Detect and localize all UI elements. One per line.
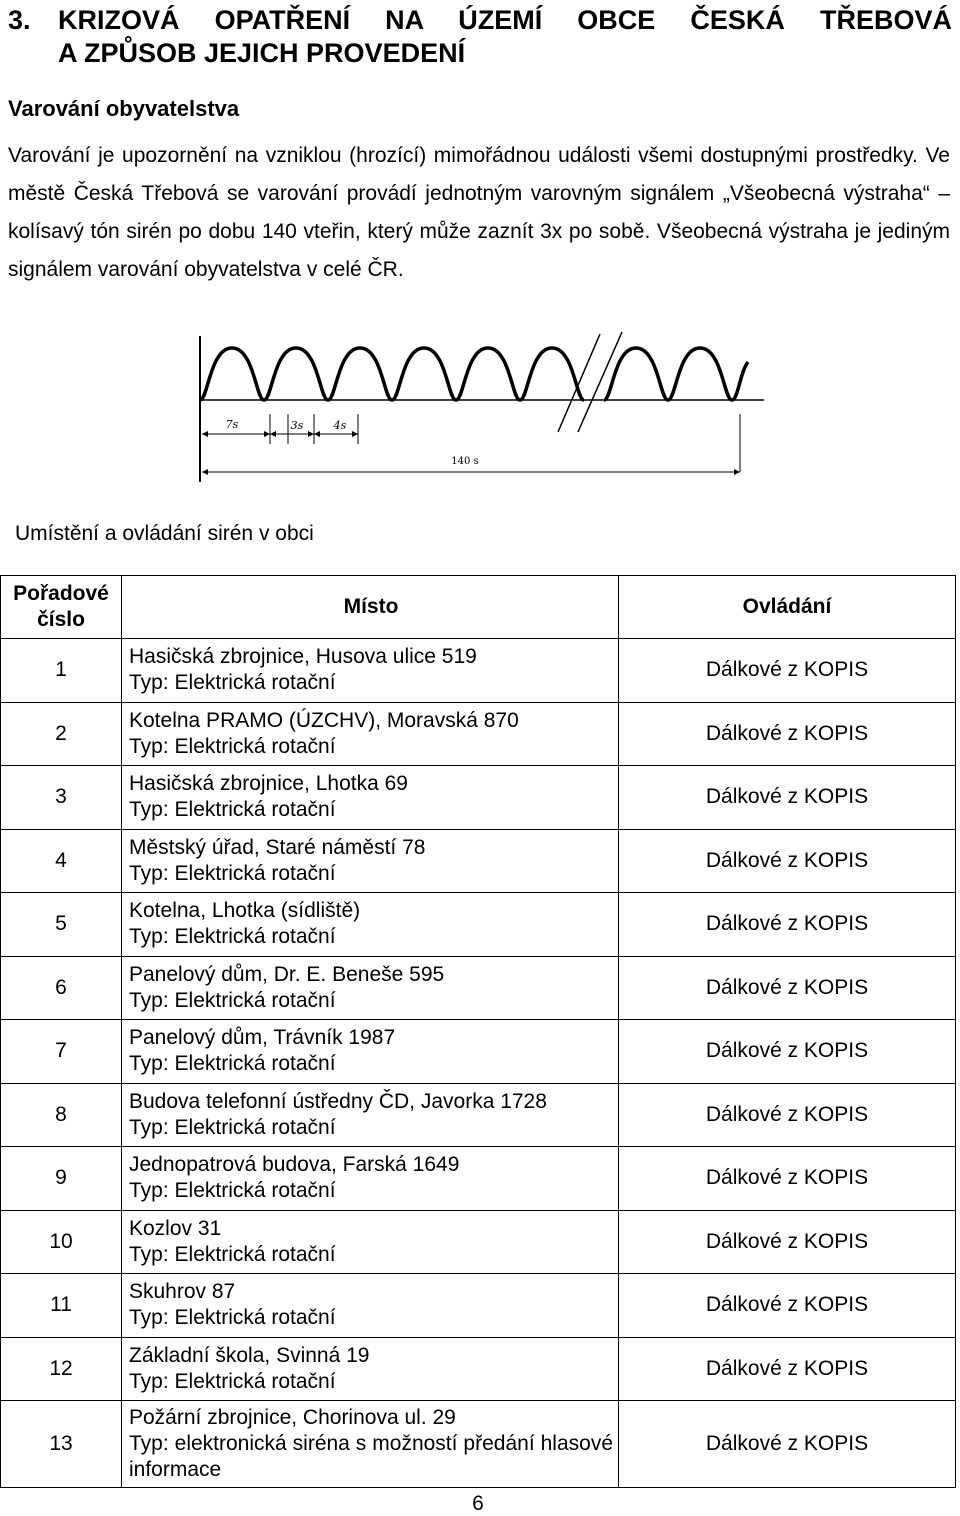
break-mark-1	[558, 334, 600, 432]
site-name: Kozlov 31	[129, 1216, 222, 1240]
table-row	[1, 1210, 956, 1274]
site-type: Typ: Elektrická rotační	[129, 1179, 336, 1203]
row-control: Dálkové z KOPIS	[619, 1083, 956, 1147]
row-place	[122, 893, 619, 957]
table-row	[1, 1274, 956, 1338]
row-number: 6	[1, 956, 122, 1020]
table-row	[1, 766, 956, 830]
row-control: Dálkové z KOPIS	[619, 702, 956, 766]
table-row	[1, 1020, 956, 1084]
row-control: Dálkové z KOPIS	[619, 829, 956, 893]
site-name: Kotelna, Lhotka (sídliště)	[129, 899, 361, 923]
section-title: Varování obyvatelstva	[8, 96, 240, 121]
row-place	[122, 1083, 619, 1147]
intro-paragraph: Varování je upozornění na vzniklou (hrozící) mimořádnou události všemi dostupnými prostředky. Ve městě Česká Třebová se varování provádí jednotným varovným signálem „Všeobecná výstraha“ – kolísavý tón sirén po dobu 140 vteřin, který může zaznít 3x po sobě. Všeobecná výstraha je jediným signálem varování obyvatelstva v celé ČR.	[8, 144, 950, 281]
site-type: Typ: Elektrická rotační	[129, 1242, 336, 1266]
site-name: Požární zbrojnice, Chorinova ul. 29	[129, 1406, 456, 1429]
table-row	[1, 1147, 956, 1211]
site-name: Panelový dům, Trávník 1987	[129, 1026, 396, 1050]
row-control: Dálkové z KOPIS	[619, 1147, 956, 1211]
chapter-title-line1: KRIZOVÁ OPATŘENÍ NA ÚZEMÍ OBCE ČESKÁ TŘEBOVÁ	[58, 5, 952, 35]
break-mark-2	[578, 332, 622, 432]
label-7s: 7s	[225, 418, 239, 431]
label-4s: 4s	[333, 419, 347, 432]
site-name: Hasičská zbrojnice, Husova ulice 519	[129, 645, 477, 669]
wave-left	[200, 348, 584, 400]
site-type: Typ: Elektrická rotační	[129, 1369, 336, 1393]
row-number: 7	[1, 1020, 122, 1084]
siren-signal-diagram	[180, 322, 780, 494]
row-number: 12	[1, 1337, 122, 1401]
site-type: Typ: Elektrická rotační	[129, 988, 336, 1012]
header-control: Ovládání	[619, 576, 956, 639]
row-number: 8	[1, 1083, 122, 1147]
table-caption: Umístění a ovládání sirén v obci	[15, 522, 314, 545]
chapter-number: 3.	[8, 5, 31, 35]
site-type: Typ: Elektrická rotační	[129, 1052, 336, 1076]
row-place	[122, 829, 619, 893]
site-type: Typ: Elektrická rotační	[129, 734, 336, 758]
table-row	[1, 1083, 956, 1147]
row-place	[122, 1274, 619, 1338]
row-number: 13	[1, 1401, 122, 1488]
table-row	[1, 702, 956, 766]
row-number: 9	[1, 1147, 122, 1211]
site-name: Základní škola, Svinná 19	[129, 1343, 370, 1367]
row-place	[122, 1210, 619, 1274]
table-row	[1, 893, 956, 957]
row-place	[122, 956, 619, 1020]
row-number: 11	[1, 1274, 122, 1338]
row-number: 3	[1, 766, 122, 830]
site-type: Typ: elektronická siréna s možností předání hlasové informace	[129, 1432, 613, 1481]
wave-right	[604, 348, 748, 400]
row-control: Dálkové z KOPIS	[619, 639, 956, 703]
row-place	[122, 1020, 619, 1084]
row-control: Dálkové z KOPIS	[619, 1210, 956, 1274]
site-type: Typ: Elektrická rotační	[129, 671, 336, 695]
chapter-title-line2: A ZPŮSOB JEJICH PROVEDENÍ	[58, 38, 466, 68]
table-row	[1, 1401, 956, 1488]
table-row	[1, 1337, 956, 1401]
site-name: Panelový dům, Dr. E. Beneše 595	[129, 962, 445, 986]
page-number: 6	[472, 1492, 484, 1515]
row-place	[122, 1401, 619, 1488]
site-name: Městský úřad, Staré náměstí 78	[129, 835, 426, 859]
row-control: Dálkové z KOPIS	[619, 956, 956, 1020]
label-3s: 3s	[290, 419, 304, 432]
site-type: Typ: Elektrická rotační	[129, 1115, 336, 1139]
site-name: Hasičská zbrojnice, Lhotka 69	[129, 772, 408, 796]
site-type: Typ: Elektrická rotační	[129, 1306, 336, 1330]
row-place	[122, 766, 619, 830]
header-place: Místo	[122, 576, 619, 639]
site-name: Jednopatrová budova, Farská 1649	[129, 1153, 460, 1177]
table-header-row	[1, 576, 956, 639]
row-number: 4	[1, 829, 122, 893]
site-name: Kotelna PRAMO (ÚZCHV), Moravská 870	[129, 708, 519, 732]
row-number: 2	[1, 702, 122, 766]
row-control: Dálkové z KOPIS	[619, 766, 956, 830]
row-number: 1	[1, 639, 122, 703]
row-place	[122, 1147, 619, 1211]
site-name: Budova telefonní ústředny ČD, Javorka 1728	[129, 1089, 547, 1113]
row-number: 5	[1, 893, 122, 957]
label-140s: 140 s	[451, 456, 479, 467]
site-name: Skuhrov 87	[129, 1280, 236, 1304]
table-row	[1, 639, 956, 703]
row-control: Dálkové z KOPIS	[619, 1020, 956, 1084]
row-control: Dálkové z KOPIS	[619, 1274, 956, 1338]
site-type: Typ: Elektrická rotační	[129, 798, 336, 822]
table-row	[1, 829, 956, 893]
row-place	[122, 639, 619, 703]
table-row	[1, 956, 956, 1020]
row-control: Dálkové z KOPIS	[619, 1337, 956, 1401]
row-number: 10	[1, 1210, 122, 1274]
header-order: Pořadové číslo	[1, 576, 122, 639]
row-place	[122, 1337, 619, 1401]
row-control: Dálkové z KOPIS	[619, 1401, 956, 1488]
row-control: Dálkové z KOPIS	[619, 893, 956, 957]
site-type: Typ: Elektrická rotační	[129, 925, 336, 949]
row-place	[122, 702, 619, 766]
siren-table	[0, 575, 956, 1488]
site-type: Typ: Elektrická rotační	[129, 861, 336, 885]
